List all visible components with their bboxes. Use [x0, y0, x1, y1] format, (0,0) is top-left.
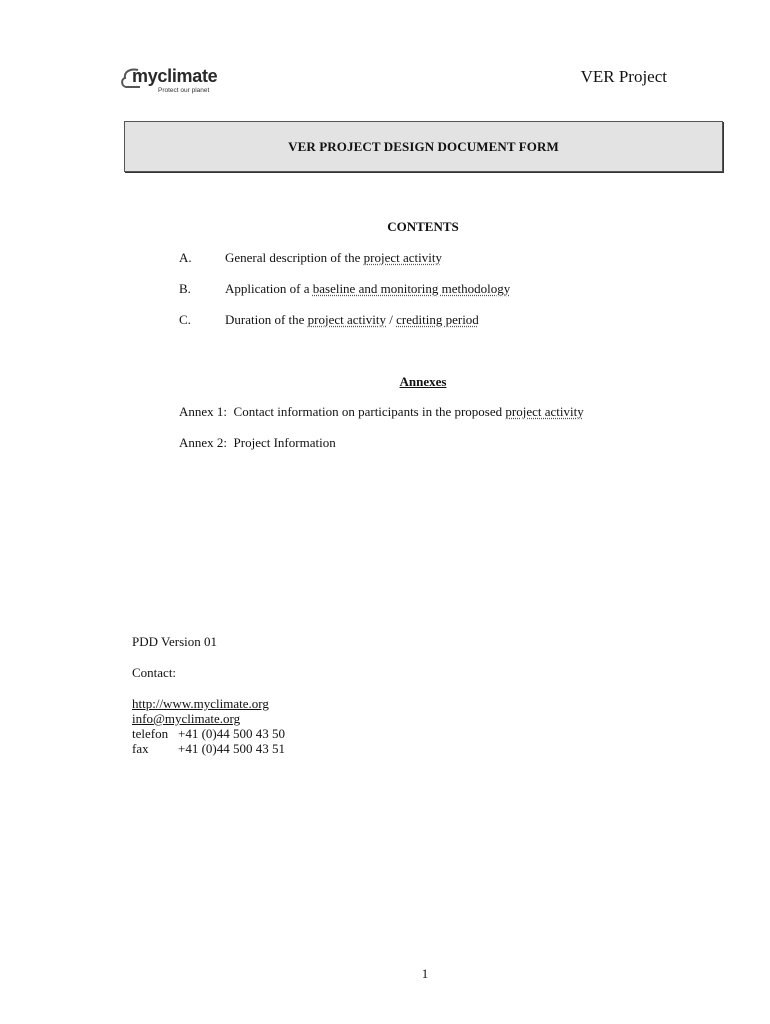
annex-item-2: [179, 435, 336, 451]
website-link[interactable]: http://www.myclimate.org: [132, 696, 269, 711]
pdd-version: PDD Version 01: [132, 634, 217, 649]
item-letter: C.: [179, 312, 191, 327]
header-title: VER Project: [580, 67, 667, 86]
annex-label: Annex 1:: [179, 404, 228, 419]
form-title-box: [124, 121, 723, 172]
fax-label: fax: [132, 741, 149, 756]
item-letter: B.: [179, 281, 191, 296]
term-link: baseline and monitoring methodology: [312, 281, 511, 296]
item-text: Duration of the project activity / crediting period: [225, 312, 479, 327]
logo-wordmark: myclimate: [132, 66, 218, 86]
form-title: VER PROJECT DESIGN DOCUMENT FORM: [288, 138, 559, 154]
contents-heading: CONTENTS: [387, 219, 459, 234]
annex-text: Contact information on participants in the proposed: [233, 404, 506, 419]
fax-number: +41 (0)44 500 43 51: [178, 741, 285, 756]
term-link: project activity: [363, 250, 442, 265]
annexes-heading: Annexes: [399, 374, 447, 389]
phone-label: telefon: [132, 726, 169, 741]
item-text: General description of the project activity: [225, 250, 442, 265]
annex-item-1: [179, 404, 584, 420]
annex-text: Project Information: [233, 435, 336, 450]
logo-tagline: Protect our planet: [158, 87, 210, 94]
phone-number: +41 (0)44 500 43 50: [178, 726, 285, 741]
item-text: Application of a baseline and monitoring methodology: [225, 281, 511, 296]
page-number: 1: [421, 966, 429, 981]
myclimate-logo: [120, 64, 230, 98]
phone-line: [132, 726, 285, 742]
term-link: project activity: [505, 404, 584, 419]
annex-label: Annex 2:: [179, 435, 228, 450]
term-link: crediting period: [396, 312, 479, 327]
contact-label: Contact:: [132, 665, 177, 680]
email-link[interactable]: info@myclimate.org: [132, 711, 241, 726]
item-letter: A.: [179, 250, 192, 265]
term-link: project activity: [307, 312, 387, 327]
fax-line: [132, 741, 285, 757]
